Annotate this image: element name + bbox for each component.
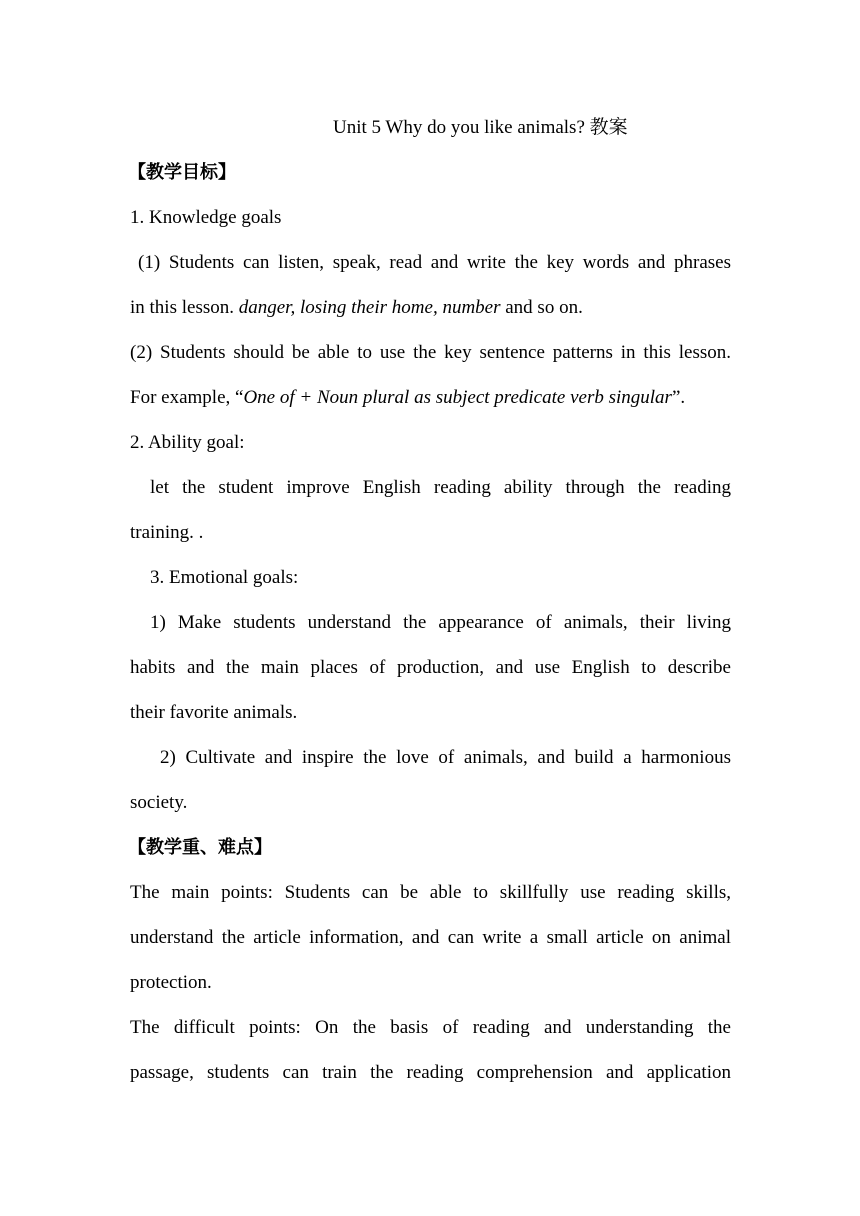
knowledge-goal-1-line-1: (1) Students can listen, speak, read and write the key words and phrases	[138, 252, 731, 273]
document-title: Unit 5 Why do you like animals? 教案	[333, 117, 628, 138]
emotional-goal-1-line-2: habits and the main places of production, and use English to describe	[130, 657, 731, 678]
knowledge-goal-2-line-1: (2) Students should be able to use the key sentence patterns in this lesson.	[130, 342, 731, 363]
k1-italic-words: danger, losing their home, number	[238, 297, 501, 318]
document-body	[130, 105, 731, 1095]
emotional-goal-1-line-1: 1) Make students understand the appearance of animals, their living	[150, 612, 731, 633]
main-points-line-1: The main points: Students can be able to skillfully use reading skills,	[130, 882, 731, 903]
k1-post-text: and so on.	[500, 297, 583, 318]
main-points-line-3: protection.	[130, 972, 212, 993]
objectives-heading: 【教学目标】	[128, 162, 236, 183]
difficult-points-line-1: The difficult points: On the basis of reading and understanding the	[130, 1017, 731, 1038]
ability-goal-line-1: let the student improve English reading ability through the reading	[150, 477, 731, 498]
k2-post-text: ”.	[671, 387, 686, 408]
emotional-goals-label: 3. Emotional goals:	[150, 567, 299, 588]
main-points-line-2: understand the article information, and can write a small article on animal	[130, 927, 731, 948]
k2-italic-pattern: One of + Noun plural as subject predicate verb singular	[243, 387, 672, 408]
knowledge-goal-1-line-2	[130, 285, 731, 330]
emotional-goal-2-line-2: society.	[130, 792, 188, 813]
k2-pre-text: For example, “	[130, 387, 244, 408]
ability-goal-label: 2. Ability goal:	[130, 432, 245, 453]
emotional-goal-1-line-3: their favorite animals.	[130, 702, 298, 723]
difficult-points-line-2: passage, students can train the reading comprehension and application	[130, 1062, 731, 1083]
ability-goal-line-2: training. .	[130, 522, 204, 543]
k1-pre-text: in this lesson.	[130, 297, 239, 318]
knowledge-goal-2-line-2	[130, 375, 731, 420]
knowledge-goals-label: 1. Knowledge goals	[130, 207, 282, 228]
keypoints-heading: 【教学重、难点】	[128, 837, 272, 858]
emotional-goal-2-line-1: 2) Cultivate and inspire the love of animals, and build a harmonious	[160, 747, 731, 768]
